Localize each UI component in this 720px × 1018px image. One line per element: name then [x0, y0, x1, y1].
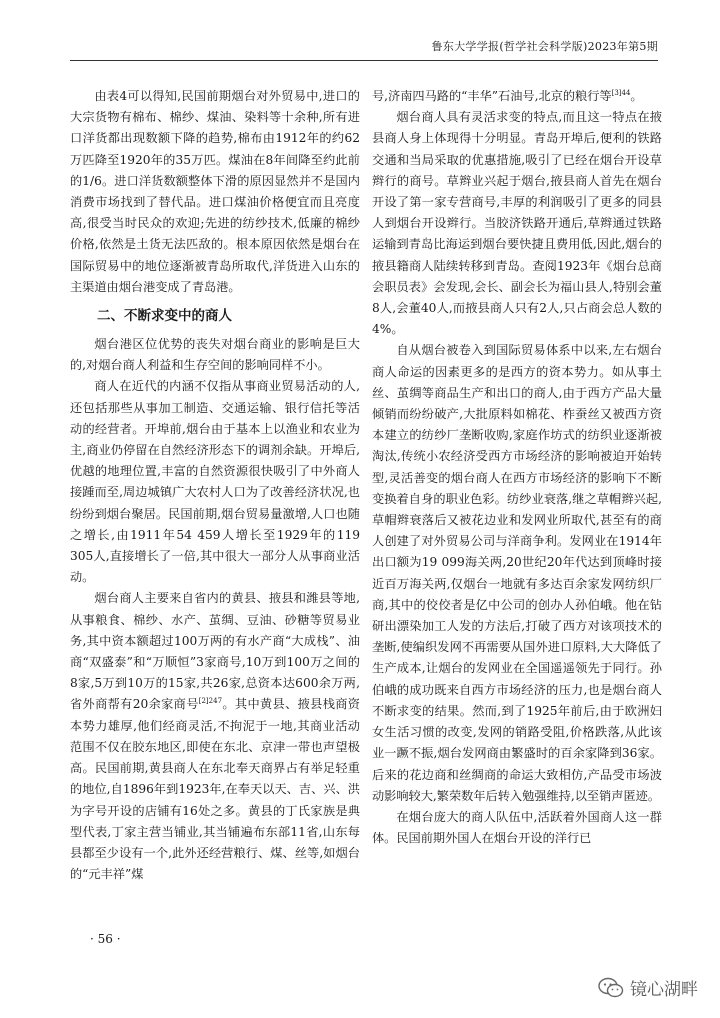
paragraph-text: 号,济南四马路的“丰华”石油号,北京的粮行等	[372, 89, 612, 103]
right-column	[372, 86, 662, 849]
running-head	[70, 38, 658, 61]
wechat-icon	[598, 977, 624, 999]
section-heading: 二、不断求变中的商人	[97, 308, 232, 325]
paragraph: 由表4可以得知,民国前期烟台对外贸易中,进口的大宗货物有棉布、棉纱、煤油、染料等十余种,所有进口洋货都出现数额下降的趋势,棉布由1912年的约62万匹降至1920年的35万匹。煤油在8年间降至约此前的1/6。进口洋货数额整体下滑的原因显然并不是国内消费市场找到了替代品。进口煤油价格便宜而且亮度高,很受当时民众的欢迎;先进的纺纱技术,低廉的棉纱价格,依然是土货无法匹敌的。根本原因依然是烟台在国际贸易中的地位逐渐被青岛所取代,洋货进入山东的主渠道由烟台港变成了青岛港。	[70, 89, 360, 294]
paragraph: 烟台港区位优势的丧失对烟台商业的影响是巨大的,对烟台商人利益和生存空间的影响同样不小。	[70, 337, 360, 373]
paragraph: 自从烟台被卷入到国际贸易体系中以来,左右烟台商人命运的因素更多的是西方的资本势力。如从事土丝、茧绸等商品生产和出口的商人,由于西方产品大量倾销而纷纷破产,大批原料如棉花、柞蚕丝又被西方资本建立的纺纱厂垄断收购,家庭作坊式的纺织业逐渐被淘汰,传统小农经济受西方市场经济的影响被迫开始转型,灵活善变的烟台商人在西方市场经济的影响下不断变换着自身的职业色彩。纺纱业衰落,继之草帽辫兴起,草帽辫衰落后又被花边业和发网业所取代,甚至有的商人创建了对外贸易公司与洋商争利。发网业在1914年出口额为19 099海关两,20世纪20年代达到顶峰时接近百万海关两,仅烟台一地就有多达百余家发网纺织厂商,其中的佼佼者是亿中公司的创办人孙伯峨。他在钻研出漂染加工人发的方法后,打破了西方对该项技术的垄断,使编织发网不再需要从国外进口原料,大大降低了生产成本,让烟台的发网业在全国遥遥领先于同行。孙伯峨的成功既来自西方市场经济的压力,也是烟台商人不断求变的结果。然而,到了1925年前后,由于欧洲妇女生活习惯的改变,发网的销路受阻,价格跌落,从此该业一蹶不振,烟台发网商由繁盛时的百余家降到36家。后来的花边商和丝绸商的命运大致相仿,产品受市场波动影响较大,繁荣数年后转入勉强维持,以至销声匿迹。	[372, 343, 662, 803]
page-number: · 56 ·	[90, 932, 121, 946]
journal-title: 鲁东大学学报(哲学社会科学版)2023年第5期	[431, 40, 658, 53]
paragraph: 商人在近代的内涵不仅指从事商业贸易活动的人,还包括那些从事加工制造、交通运输、银行信托等活动的经营者。开埠前,烟台由于基本上以渔业和农业为主,商业仍停留在自然经济形态下的调剂余缺。开埠后,优越的地理位置,丰富的自然资源很快吸引了中外商人接踵而至,周边城镇广大农村人口为了改善经济状况,也纷纷到烟台聚居。民国前期,烟台贸易量激增,人口也随之增长,由1911年54 459人增长至1929年的119 305人,直接增长了一倍,其中很大一部分人从事商业活动。	[70, 379, 360, 585]
paragraph-text: 。其中黄县、掖县栈商资本势力雄厚,他们经商灵活,不拘泥于一地,其商业活动范围不仅在胶东地区,即使在东北、京津一带也声望极高。民国前期,黄县商人在东北奉天商界占有举足轻重的地位,自1896年到1923年,在奉天以天、吉、兴、洪为字号开设的店铺有16处之多。黄县的丁氏家族是典型代表,丁家主营当铺业,其当铺遍布东部11省,山东每县都至少设有一个,此外还经营粮行、煤、丝等,如烟台的“元丰祥”煤	[70, 697, 360, 882]
citation: [3]44	[611, 88, 631, 97]
paragraph: 在烟台庞大的商人队伍中,活跃着外国商人这一群体。民国前期外国人在烟台开设的洋行已	[372, 809, 662, 846]
paragraph	[70, 588, 360, 885]
citation: [2]247	[198, 697, 223, 706]
paragraph	[372, 86, 662, 107]
paragraph: 烟台商人具有灵活求变的特点,而且这一特点在掖县商人身上体现得十分明显。青岛开埠后,便利的铁路交通和当局采取的优惠措施,吸引了已经在烟台开设草辫行的商号。草辫业兴起于烟台,掖县商人首先在烟台开设了第一家专营商号,丰厚的利润吸引了更多的同县人到烟台开设辫行。当胶济铁路开通后,草辫通过铁路运输到青岛比海运到烟台要快捷且费用低,因此,烟台的掖县籍商人陆续转移到青岛。查阅1923年《烟台总商会职员表》会发现,会长、副会长为福山县人,特别会董8人,会董40人,而掖县商人只有2人,只占商会总人数的4%。	[372, 110, 662, 337]
watermark-text: 镜心湖畔	[630, 980, 698, 1000]
left-column	[70, 86, 360, 885]
watermark	[598, 975, 698, 1000]
paragraph-text: 。	[630, 89, 643, 103]
paragraph-text: 烟台商人主要来自省内的黄县、掖县和潍县等地,从事粮食、棉纱、水产、茧绸、豆油、砂糖等贸易业务,其中资本额超过100万两的有水产商“大成栈”、油商“双盛泰”和“万顺恒”3家商号,10万到100万之间的8家,5万到10万的15家,共26家,总资本达600余万两,省外商帮有20余家商号	[70, 591, 360, 712]
